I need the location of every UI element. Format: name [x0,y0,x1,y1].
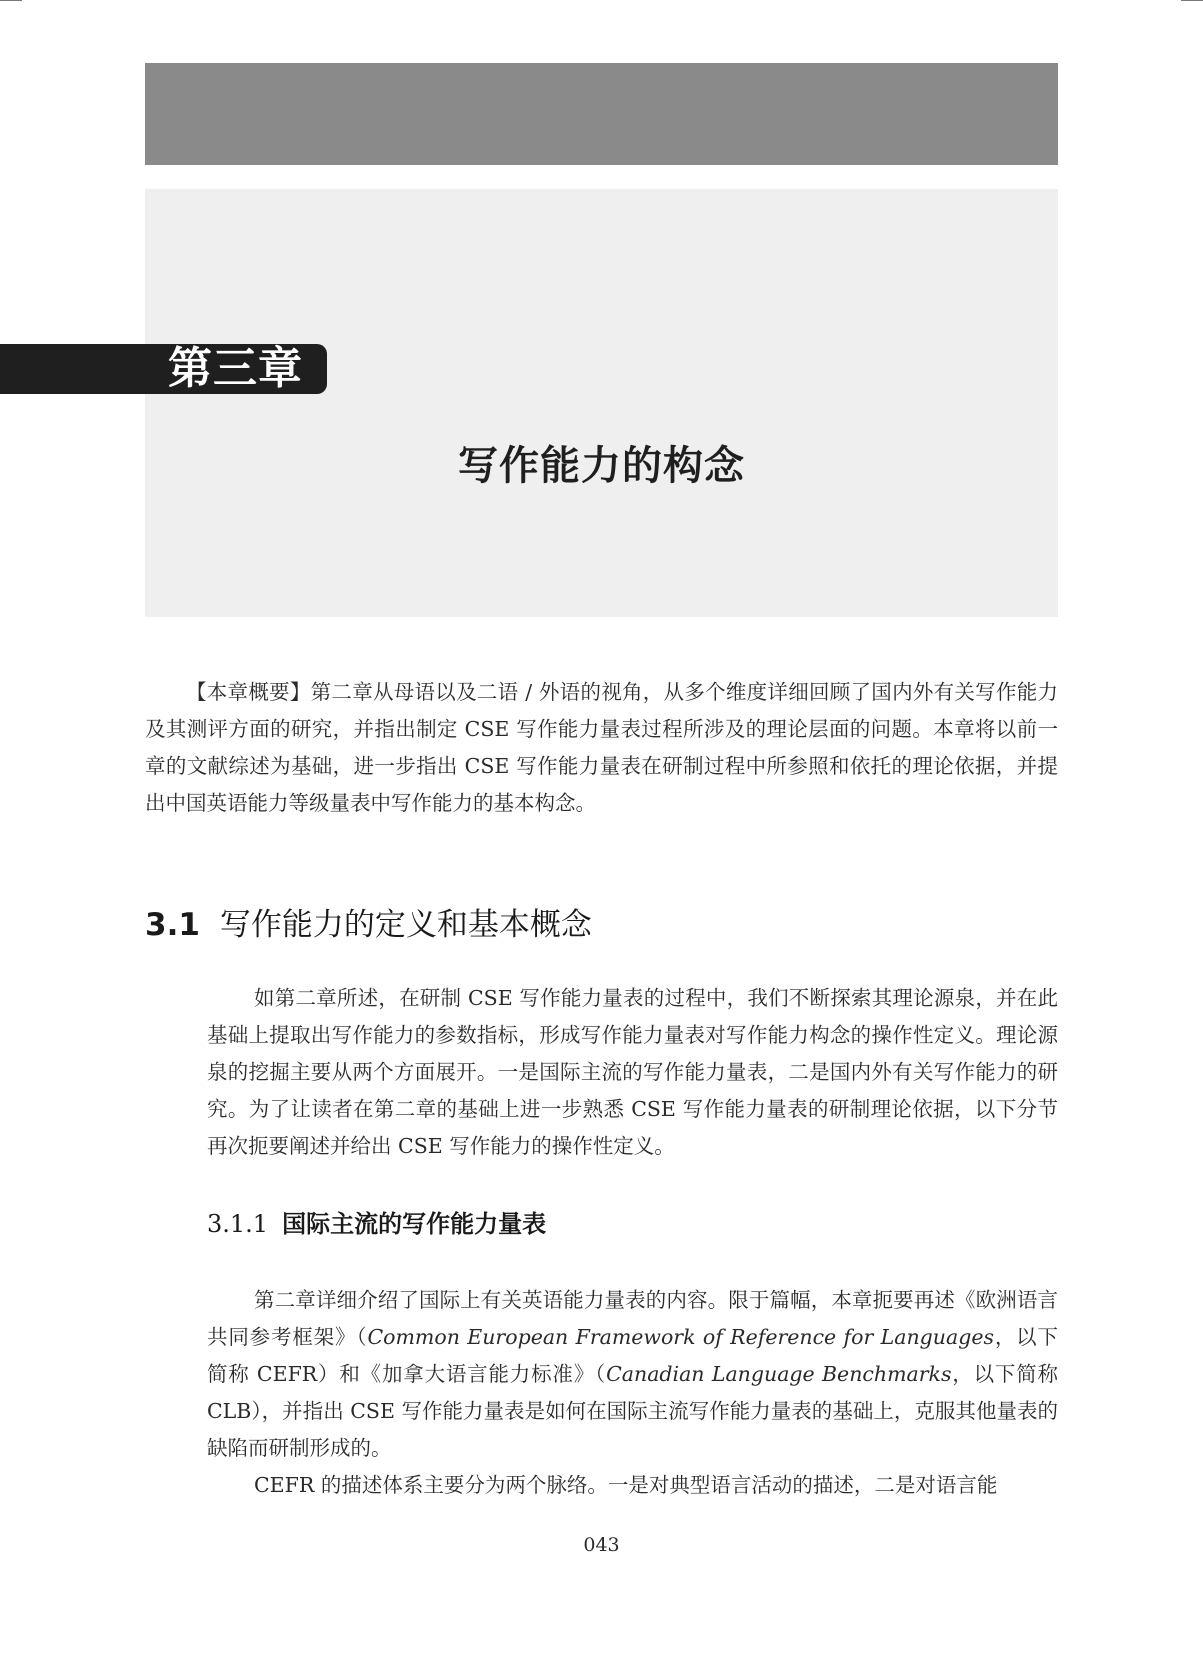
chapter-summary-paragraph [145,674,1058,822]
chapter-summary-label: 【本章概要】 [186,680,311,704]
chapter-title: 写作能力的构念 [458,443,745,489]
paragraph-text-part: ，以下简称 CEFR）和《加拿大语言能力标准》（ [207,1325,1059,1386]
section-number: 3.1 [145,907,200,943]
section-title: 写作能力的定义和基本概念 [219,907,592,943]
chapter-summary-text: 第二章从母语以及二语 / 外语的视角，从多个维度详细回顾了国内外有关写作能力及其测评方面的研究，并指出制定 CSE 写作能力量表过程所涉及的理论层面的问题。本章将以前一章的文献综述为基础，进一步指出 CSE 写作能力量表在研制过程中所参照和依托的理论依据，并提出中国英语能力等级量表中写作能力的基本构念。 [145,680,1059,815]
paragraph-text-part: ，以下简称 CLB），并指出 CSE 写作能力量表是如何在国际主流写作能力量表的基础上，克服其他量表的缺陷而研制形成的。 [207,1362,1059,1460]
section-heading [145,902,592,948]
subsection-paragraph-1 [207,1282,1058,1467]
subsection-number: 3.1.1 [207,1210,269,1238]
paragraph-text-part: 第二章详细介绍了国际上有关英语能力量表的内容。限于篇幅，本章扼要再述《欧洲语言共同参考框架》（ [207,1288,1058,1349]
crop-mark-right [1181,0,1203,1]
page-number: 043 [583,1534,620,1556]
crop-mark-left [0,0,22,1]
subsection-title: 国际主流的写作能力量表 [282,1210,547,1238]
subsection-paragraph-2: CEFR 的描述体系主要分为两个脉络。一是对典型语言活动的描述，二是对语言能 [254,1473,998,1497]
cefr-title-italic: Common European Framework of Reference for Languages [367,1325,994,1349]
clb-title-italic: Canadian Language Benchmarks [606,1362,952,1386]
section-paragraph: 如第二章所述，在研制 CSE 写作能力量表的过程中，我们不断探索其理论源泉，并在此基础上提取出写作能力的参数指标，形成写作能力量表对写作能力构念的操作性定义。理论源泉的挖掘主要从两个方面展开。一是国际主流的写作能力量表，二是国内外有关写作能力的研究。为了让读者在第二章的基础上进一步熟悉 CSE 写作能力量表的研制理论依据，以下分节再次扼要阐述并给出 CSE 写作能力的操作性定义。 [207,986,1058,1158]
subsection-heading [207,1204,546,1244]
chapter-label: 第三章 [168,343,303,394]
chapter-header-band [145,63,1058,165]
chapter-title-panel [145,189,1058,617]
